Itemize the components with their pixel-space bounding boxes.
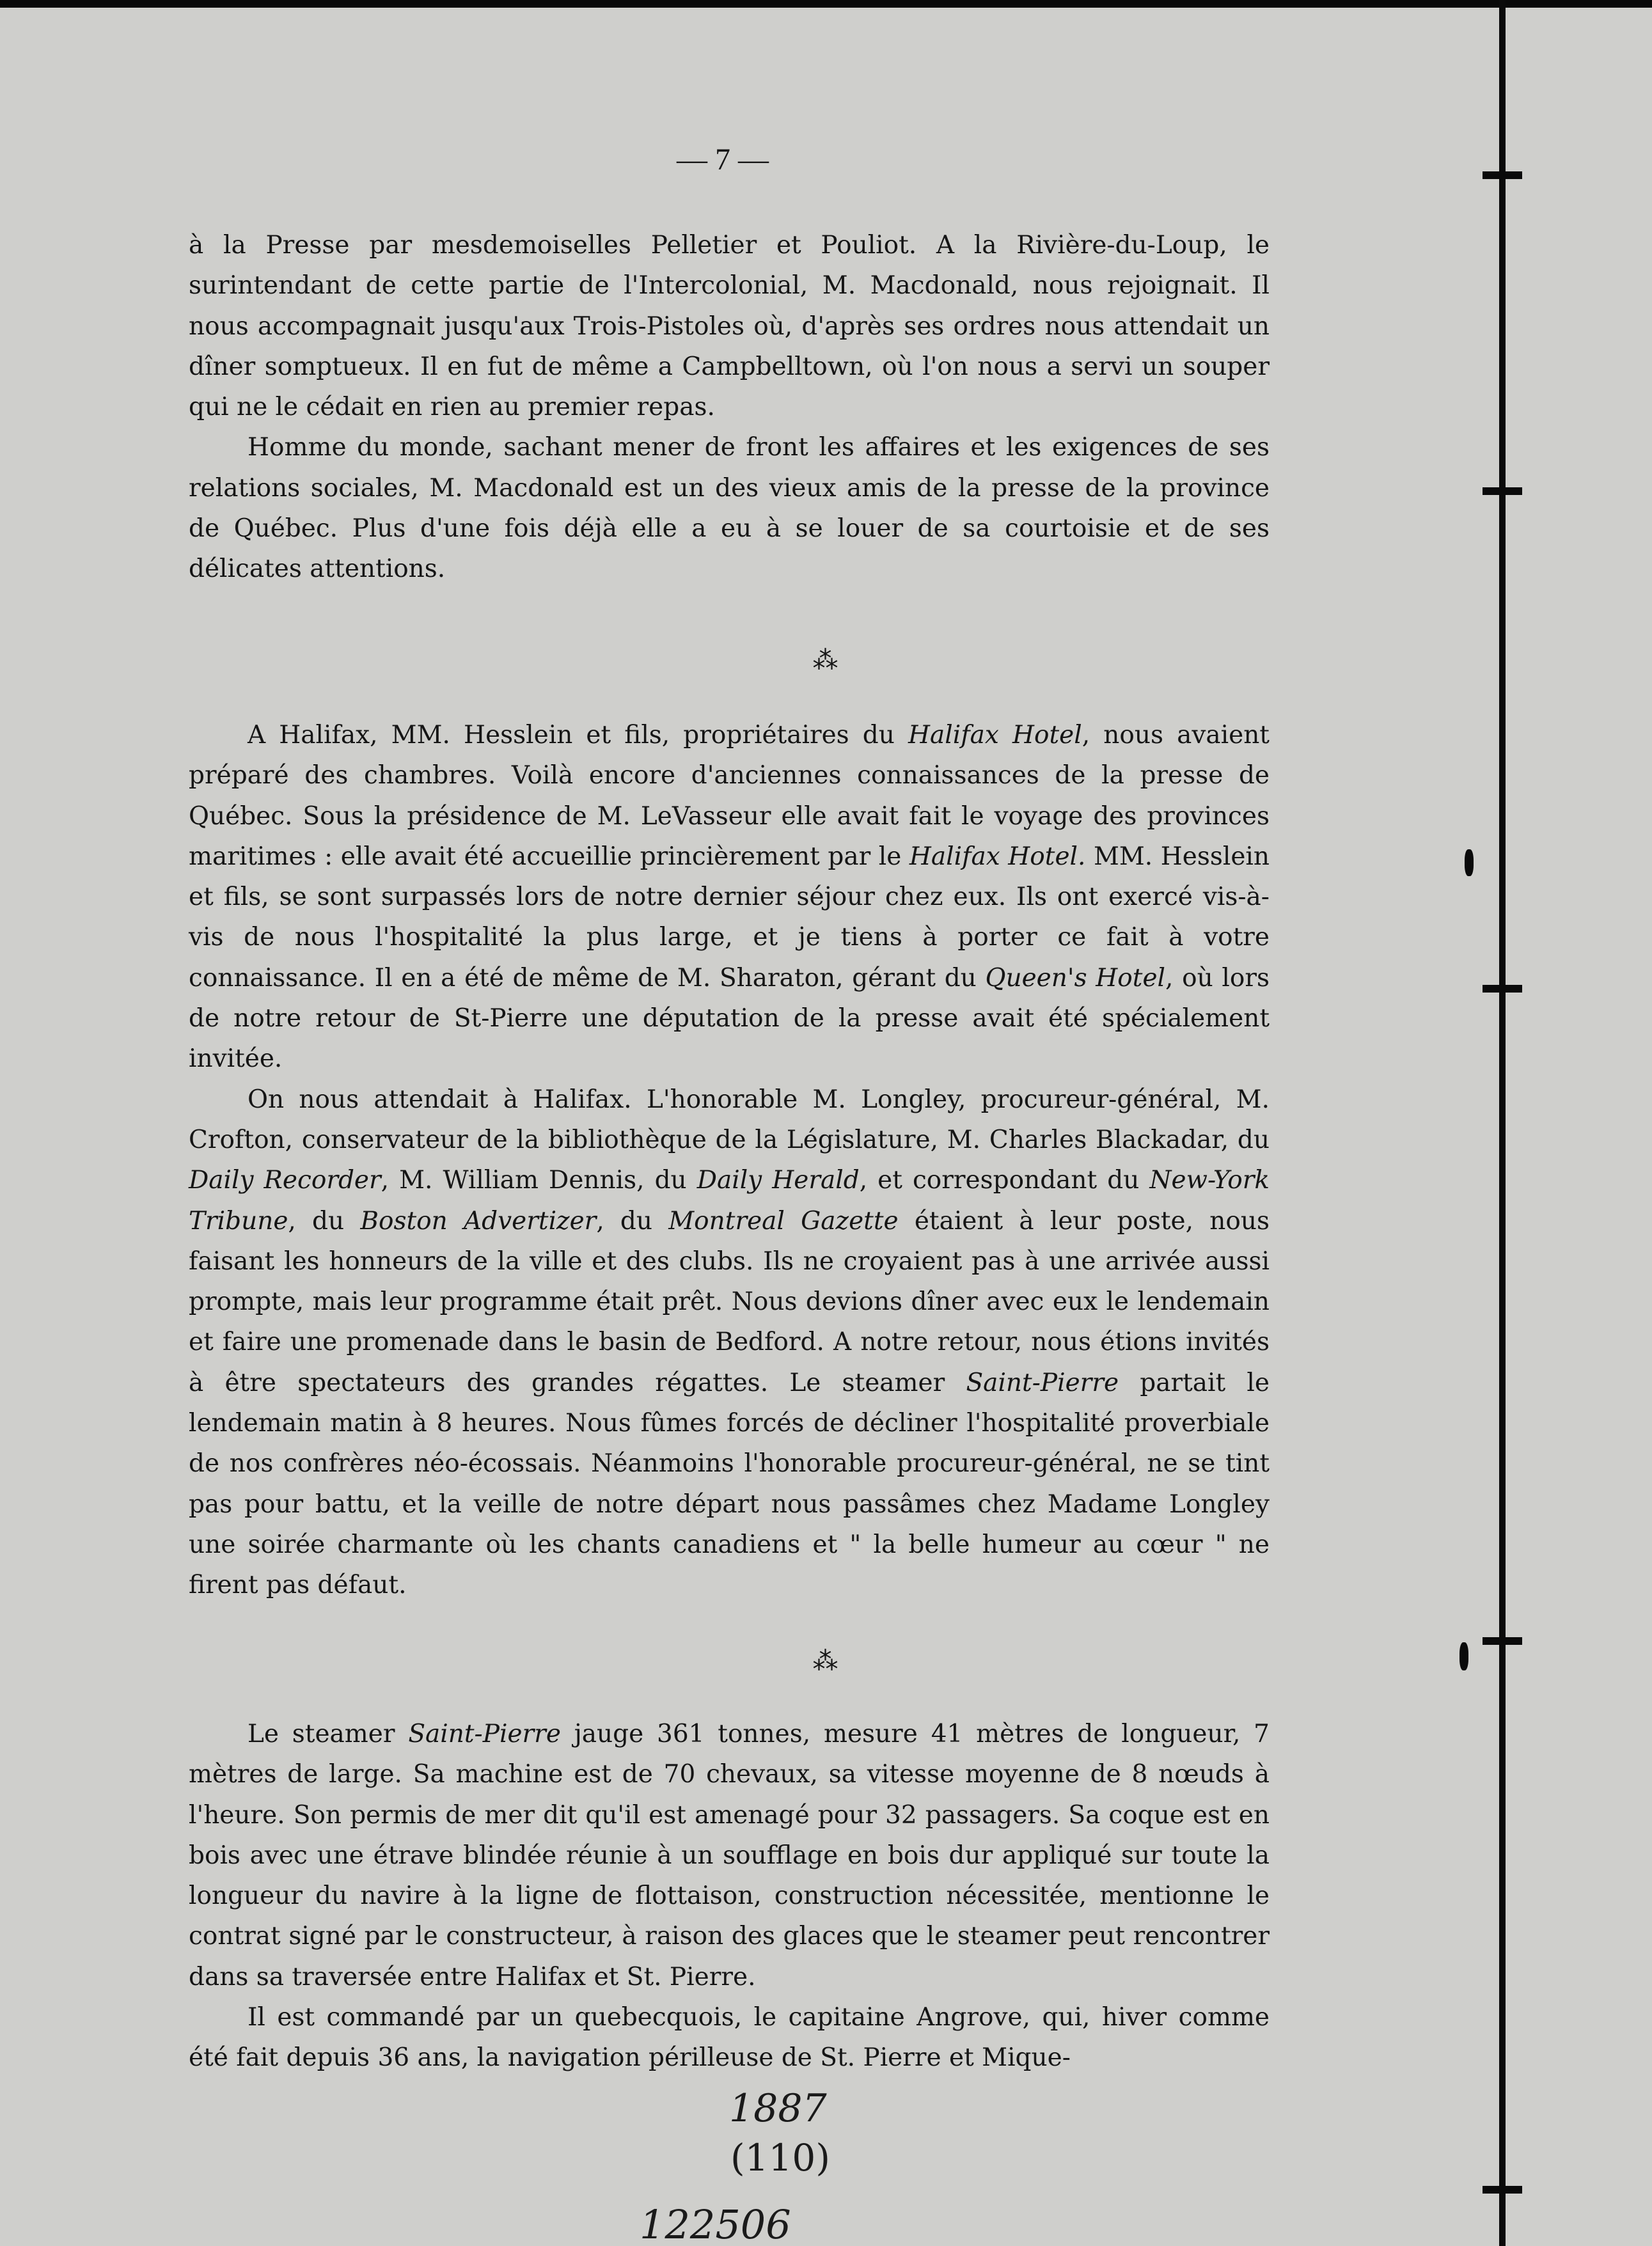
section-1 (189, 225, 1270, 590)
binding-tick (1483, 1637, 1522, 1645)
ink-mark (1465, 849, 1474, 876)
section-separator: ⁂ (812, 1647, 840, 1676)
newspaper-name: Boston Advertizer (360, 1206, 597, 1236)
section-separator: ⁂ (812, 646, 840, 675)
newspaper-name: Daily Recorder (189, 1166, 381, 1195)
binding-rule (1499, 0, 1506, 2246)
paragraph: A Halifax, MM. Hesslein et fils, propriétaires du Halifax Hotel, nous avaient préparé des chambres. Voilà encore d'anciennes connaissances de la presse de Québec. Sous la présidence de M. LeVasseur elle avait fait le voyage des provinces maritimes : elle avait été accueillie princièrement par le Halifax Hotel. MM. Hesslein et fils, se sont surpassés lors de notre dernier séjour chez eux. Ils ont exercé vis-à-vis de nous l'hospitalité la plus large, et je tiens à porter ce fait à votre connaissance. Il en a été de même de M. Sharaton, gérant du Queen's Hotel, où lors de notre retour de St-Pierre une députation de la presse avait été spécialement invitée. (189, 721, 1270, 1074)
section-3 (189, 1714, 1270, 2078)
handwritten-year: 1887 (729, 2086, 827, 2131)
ship-name: Saint-Pierre (966, 1368, 1119, 1397)
handwritten-code: (110) (730, 2136, 830, 2179)
binding-tick (1483, 487, 1522, 495)
handwritten-number: 122506 (640, 2201, 791, 2246)
newspaper-name: Daily Herald (696, 1166, 860, 1195)
paragraph: à la Presse par mesdemoiselles Pelletier et Pouliot. A la Rivière-du-Loup, le surintendant de cette partie de l'Intercolonial, M. Macdonald, nous rejoignait. Il nous accompagnait jusqu'aux Trois-Pistoles où, d'après ses ordres nous attendait un dîner somptueux. Il en fut de même a Campbelltown, où l'on nous a servi un souper qui ne le cédait en rien au premier repas. (189, 231, 1270, 422)
binding-tick (1483, 985, 1522, 993)
newspaper-name: New-York Tribune (189, 1166, 1270, 1236)
binding-tick (1483, 2186, 1522, 2194)
ship-name: Saint-Pierre (408, 1720, 561, 1748)
binding-tick (1483, 171, 1522, 179)
scan-top-edge (0, 0, 1652, 8)
hotel-name: Queen's Hotel (985, 963, 1165, 993)
paragraph: Le steamer Saint-Pierre jauge 361 tonnes, mesure 41 mètres de longueur, 7 mètres de large. Sa machine est de 70 chevaux, sa vitesse moyenne de 8 nœuds à l'heure. Son permis de mer dit qu'il est amenagé pour 32 passagers. Sa coque est en bois avec une étrave blindée réunie à un soufflage en bois dur appliqué sur toute la longueur du navire à la ligne de flottaison, construction nécessitée, mentionne le contrat signé par le constructeur, à raison des glaces que le steamer peut rencontrer dans sa traversée entre Halifax et St. Pierre. (189, 1720, 1270, 1991)
hotel-name: Halifax Hotel (908, 721, 1082, 750)
section-2 (189, 715, 1270, 1606)
page-number: — 7 — (677, 143, 769, 177)
newspaper-name: Montreal Gazette (668, 1206, 899, 1236)
paragraph: Il est commandé par un quebecquois, le capitaine Angrove, qui, hiver comme été fait depuis 36 ans, la navigation périlleuse de St. Pierre et Mique- (189, 2003, 1270, 2073)
paragraph: Homme du monde, sachant mener de front les affaires et les exigences de ses relations sociales, M. Macdonald est un des vieux amis de la presse de la province de Québec. Plus d'une fois déjà elle a eu à se louer de sa courtoisie et de ses délicates attentions. (189, 433, 1270, 584)
paragraph: On nous attendait à Halifax. L'honorable M. Longley, procureur-général, M. Crofton, conservateur de la bibliothèque de la Législature, M. Charles Blackadar, du Daily Recorder, M. William Dennis, du Daily Herald, et correspondant du New-York Tribune, du Boston Advertizer, du Montreal Gazette étaient à leur poste, nous faisant les honneurs de la ville et des clubs. Ils ne croyaient pas à une arrivée aussi prompte, mais leur programme était prêt. Nous devions dîner avec eux le lendemain et faire une promenade dans le basin de Bedford. A notre retour, nous étions invités à être spectateurs des grandes régattes. Le steamer Saint-Pierre partait le lendemain matin à 8 heures. Nous fûmes forcés de décliner l'hospitalité proverbiale de nos confrères néo-écossais. Néanmoins l'honorable procureur-général, ne se tint pas pour battu, et la veille de notre départ nous passâmes chez Madame Longley une soirée charmante où les chants canadiens et " la belle humeur au cœur " ne firent pas défaut. (189, 1085, 1270, 1600)
hotel-name: Halifax Hotel. (909, 842, 1086, 871)
ink-mark (1459, 1642, 1468, 1670)
